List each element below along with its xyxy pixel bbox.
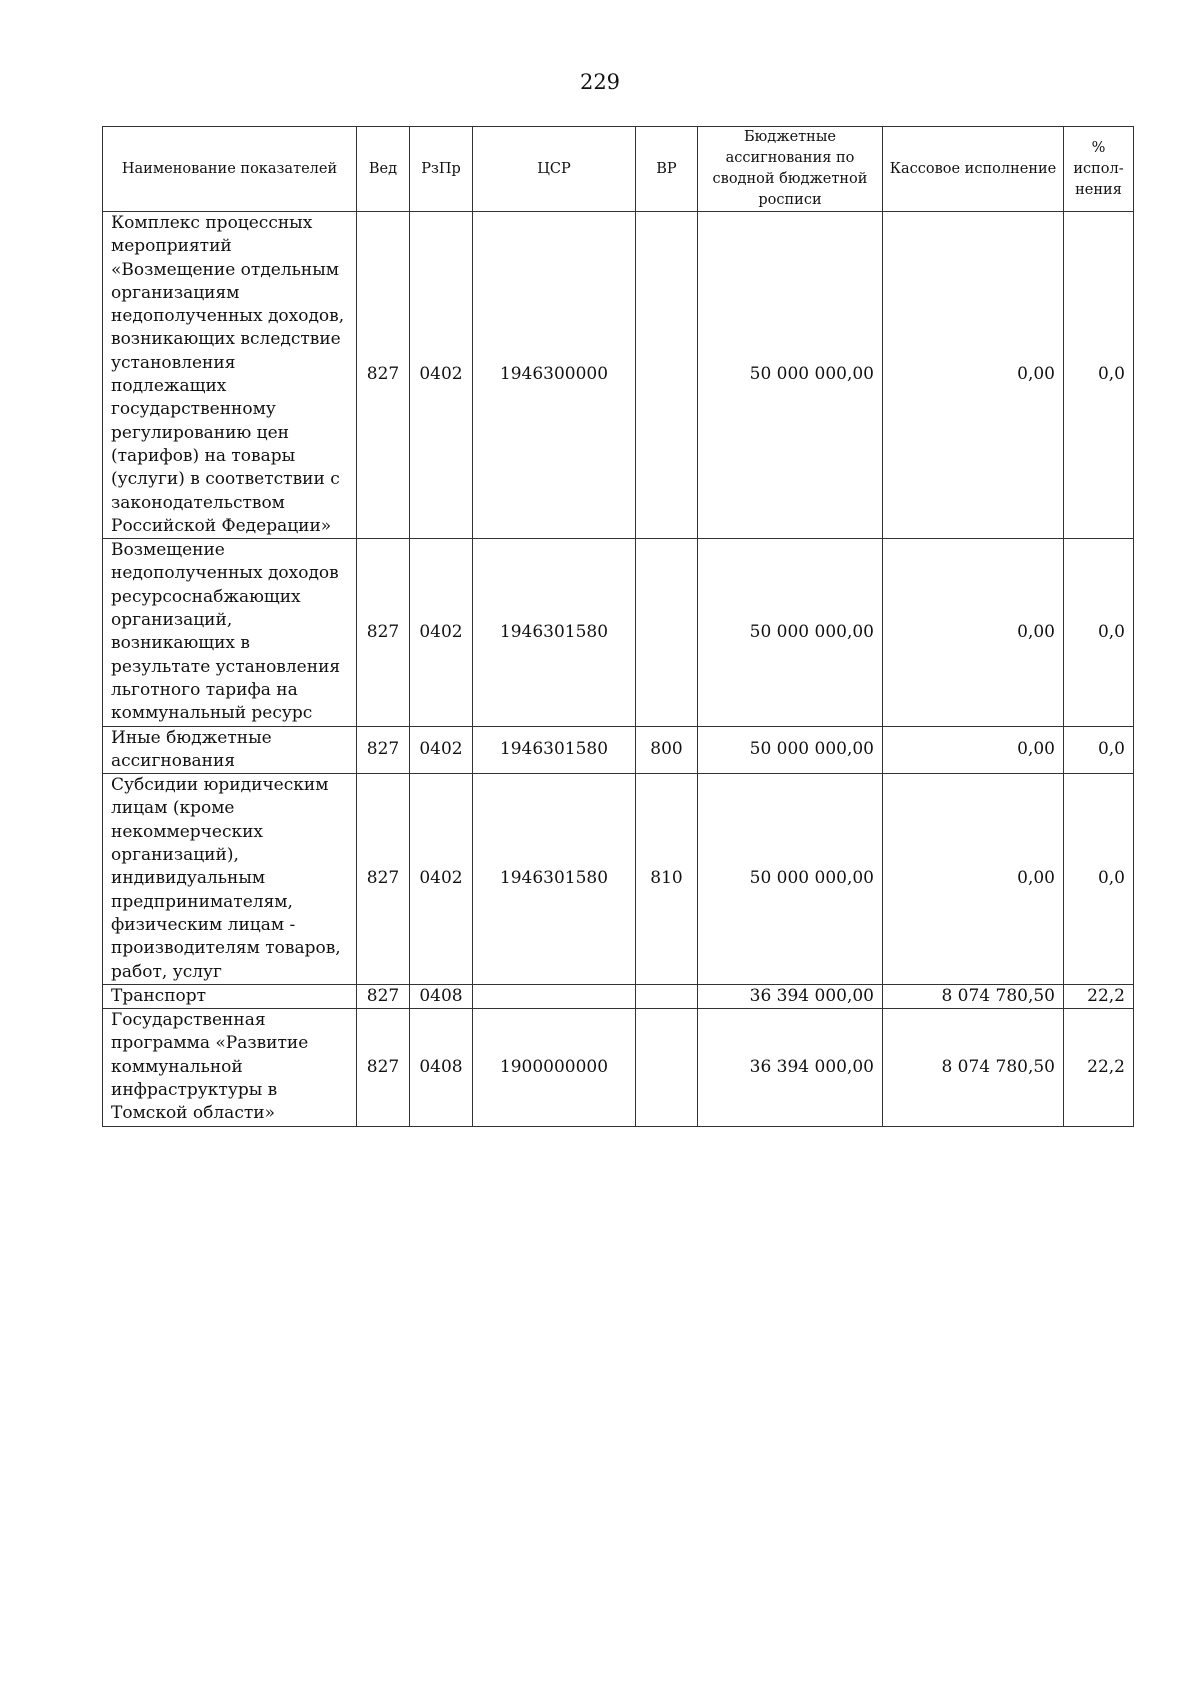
row-ved: 827 bbox=[357, 212, 410, 539]
row-cash-execution: 0,00 bbox=[883, 774, 1064, 985]
row-csr: 1946300000 bbox=[473, 212, 636, 539]
row-execution-percent: 0,0 bbox=[1064, 539, 1134, 726]
row-csr bbox=[473, 984, 636, 1008]
row-ved: 827 bbox=[357, 774, 410, 985]
row-execution-percent: 22,2 bbox=[1064, 984, 1134, 1008]
row-csr: 1946301580 bbox=[473, 539, 636, 726]
row-vr bbox=[636, 1009, 698, 1126]
header-execution-percent: % испол-нения bbox=[1064, 127, 1134, 212]
row-vr bbox=[636, 539, 698, 726]
header-name: Наименование показателей bbox=[103, 127, 357, 212]
row-ved: 827 bbox=[357, 539, 410, 726]
row-cash-execution: 0,00 bbox=[883, 726, 1064, 774]
table-row bbox=[103, 774, 1134, 985]
header-ved: Вед bbox=[357, 127, 410, 212]
header-csr: ЦСР bbox=[473, 127, 636, 212]
row-rzpr: 0402 bbox=[410, 539, 473, 726]
table-header-row bbox=[103, 127, 1134, 212]
row-cash-execution: 8 074 780,50 bbox=[883, 1009, 1064, 1126]
row-csr: 1946301580 bbox=[473, 726, 636, 774]
table-row bbox=[103, 726, 1134, 774]
table-row bbox=[103, 1009, 1134, 1126]
row-name: Государственная программа «Развитие коммунальной инфраструктуры в Томской области» bbox=[103, 1009, 357, 1126]
row-ved: 827 bbox=[357, 1009, 410, 1126]
table-row bbox=[103, 984, 1134, 1008]
row-assignments: 36 394 000,00 bbox=[698, 984, 883, 1008]
row-cash-execution: 0,00 bbox=[883, 212, 1064, 539]
row-vr: 810 bbox=[636, 774, 698, 985]
row-assignments: 50 000 000,00 bbox=[698, 212, 883, 539]
row-ved: 827 bbox=[357, 984, 410, 1008]
row-vr bbox=[636, 984, 698, 1008]
row-vr: 800 bbox=[636, 726, 698, 774]
row-name: Иные бюджетные ассигнования bbox=[103, 726, 357, 774]
table-row bbox=[103, 539, 1134, 726]
row-assignments: 50 000 000,00 bbox=[698, 539, 883, 726]
row-cash-execution: 8 074 780,50 bbox=[883, 984, 1064, 1008]
row-assignments: 50 000 000,00 bbox=[698, 774, 883, 985]
header-rzpr: РзПр bbox=[410, 127, 473, 212]
row-cash-execution: 0,00 bbox=[883, 539, 1064, 726]
row-assignments: 36 394 000,00 bbox=[698, 1009, 883, 1126]
header-cash-execution: Кассовое исполнение bbox=[883, 127, 1064, 212]
row-csr: 1946301580 bbox=[473, 774, 636, 985]
row-vr bbox=[636, 212, 698, 539]
row-name: Транспорт bbox=[103, 984, 357, 1008]
row-rzpr: 0408 bbox=[410, 1009, 473, 1126]
row-name: Возмещение недополученных доходов ресурсоснабжающих организаций, возникающих в результате установления льготного тарифа на коммунальный ресурс bbox=[103, 539, 357, 726]
row-rzpr: 0402 bbox=[410, 774, 473, 985]
row-name: Субсидии юридическим лицам (кроме некоммерческих организаций), индивидуальным предпринимателям, физическим лицам - производителям товаров, работ, услуг bbox=[103, 774, 357, 985]
header-vr: ВР bbox=[636, 127, 698, 212]
row-rzpr: 0408 bbox=[410, 984, 473, 1008]
row-execution-percent: 0,0 bbox=[1064, 774, 1134, 985]
row-csr: 1900000000 bbox=[473, 1009, 636, 1126]
row-ved: 827 bbox=[357, 726, 410, 774]
row-assignments: 50 000 000,00 bbox=[698, 726, 883, 774]
budget-table bbox=[102, 126, 1134, 1127]
page-number: 229 bbox=[579, 70, 621, 94]
row-name: Комплекс процессных мероприятий «Возмещение отдельным организациям недополученных доходов, возникающих вследствие установления подлежащих государственному регулированию цен (тарифов) на товары (услуги) в соответствии с законодательством Российской Федерации» bbox=[103, 212, 357, 539]
row-execution-percent: 22,2 bbox=[1064, 1009, 1134, 1126]
row-execution-percent: 0,0 bbox=[1064, 726, 1134, 774]
table-row bbox=[103, 212, 1134, 539]
header-assignments: Бюджетные ассигнования по сводной бюджетной росписи bbox=[698, 127, 883, 212]
row-rzpr: 0402 bbox=[410, 212, 473, 539]
row-execution-percent: 0,0 bbox=[1064, 212, 1134, 539]
row-rzpr: 0402 bbox=[410, 726, 473, 774]
